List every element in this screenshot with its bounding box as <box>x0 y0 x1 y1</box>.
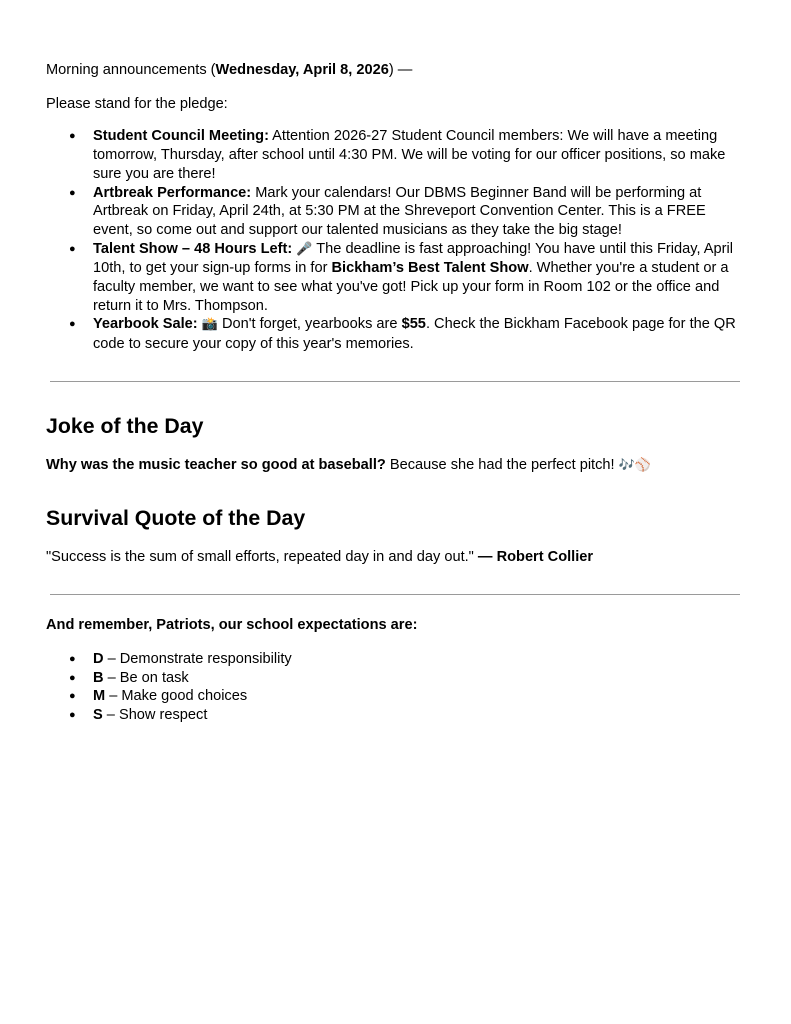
announcement-item-talent-show <box>93 240 745 316</box>
expectation-item <box>93 706 745 725</box>
pledge-line: Please stand for the pledge: <box>46 95 228 112</box>
announcement-list <box>46 127 745 353</box>
section-divider <box>50 381 740 382</box>
expectation-item <box>93 687 745 706</box>
quote-text <box>46 548 745 567</box>
announcement-text: The deadline is fast approaching! You have until this Friday, April 10th, to get your sign-up forms in for <box>93 240 733 277</box>
camera-icon: 📸 <box>201 317 218 333</box>
section-divider <box>50 594 740 595</box>
expectation-text: – Be on task <box>103 669 189 686</box>
expectations-intro <box>46 616 745 635</box>
quote-author: — Robert Collier <box>477 548 594 565</box>
announcement-title: Student Council Meeting: <box>93 128 269 145</box>
expectation-text: – Make good choices <box>105 688 248 705</box>
intro-prefix: Morning announcements ( <box>46 62 216 78</box>
expectations-list <box>46 650 745 725</box>
joke-question: Why was the music teacher so good at baseball? <box>46 456 386 473</box>
announcement-item-yearbook <box>93 315 745 353</box>
expectation-letter: M <box>93 688 106 705</box>
announcement-text: Don't forget, yearbooks are <box>217 316 402 333</box>
announcement-text: Mark your calendars! Our DBMS Beginner Band will be performing at Artbreak on Friday, April 24th, at 5:30 PM at the Shreveport Convention Center. This is a FREE event, so come out and support our talented musicians as they take the big stage! <box>93 184 706 238</box>
quote-body: "Success is the sum of small efforts, repeated day in and day out." <box>46 548 478 565</box>
announcement-title: Yearbook Sale: <box>93 316 198 333</box>
microphone-icon: 🎤 <box>296 241 313 257</box>
announcement-item-artbreak <box>93 184 745 240</box>
joke-answer: Because she had the perfect pitch! <box>385 456 619 473</box>
expectations-intro-text: And remember, Patriots, our school expectations are: <box>46 617 418 634</box>
announcements-intro <box>46 61 745 80</box>
announcement-title: Artbreak Performance: <box>93 184 252 201</box>
announcement-text: . Check the Bickham Facebook page for the QR code to secure your copy of this year's memories. <box>93 316 736 353</box>
talent-show-name: Bickham’s Best Talent Show <box>331 260 529 277</box>
announcement-text: Attention 2026-27 Student Council members: We will have a meeting tomorrow, Thursday, after school until 4:30 PM. We will be voting for our officer positions, so make sure you are there! <box>93 128 726 182</box>
expectation-item <box>93 650 745 669</box>
joke-text <box>46 456 745 476</box>
expectation-letter: D <box>93 650 104 667</box>
announcement-item-student-council <box>93 127 745 183</box>
expectation-letter: S <box>93 707 103 724</box>
expectation-text: – Demonstrate responsibility <box>103 650 292 667</box>
music-baseball-icon: 🎶⚾ <box>618 457 652 473</box>
intro-suffix: ) — <box>388 62 413 78</box>
announcement-date: Wednesday, April 8, 2026 <box>215 62 389 78</box>
expectation-letter: B <box>93 669 104 686</box>
quote-heading: Survival Quote of the Day <box>46 505 306 530</box>
announcement-text: . Whether you're a student or a faculty member, we want to see what you've got! Pick up your form in Room 102 or the office and return it to Mrs. Thompson. <box>93 260 729 314</box>
announcement-title: Talent Show – 48 Hours Left: <box>93 240 293 257</box>
expectation-item <box>93 669 745 688</box>
yearbook-price: $55 <box>401 316 426 333</box>
joke-heading: Joke of the Day <box>46 413 204 438</box>
expectation-text: – Show respect <box>102 707 208 724</box>
